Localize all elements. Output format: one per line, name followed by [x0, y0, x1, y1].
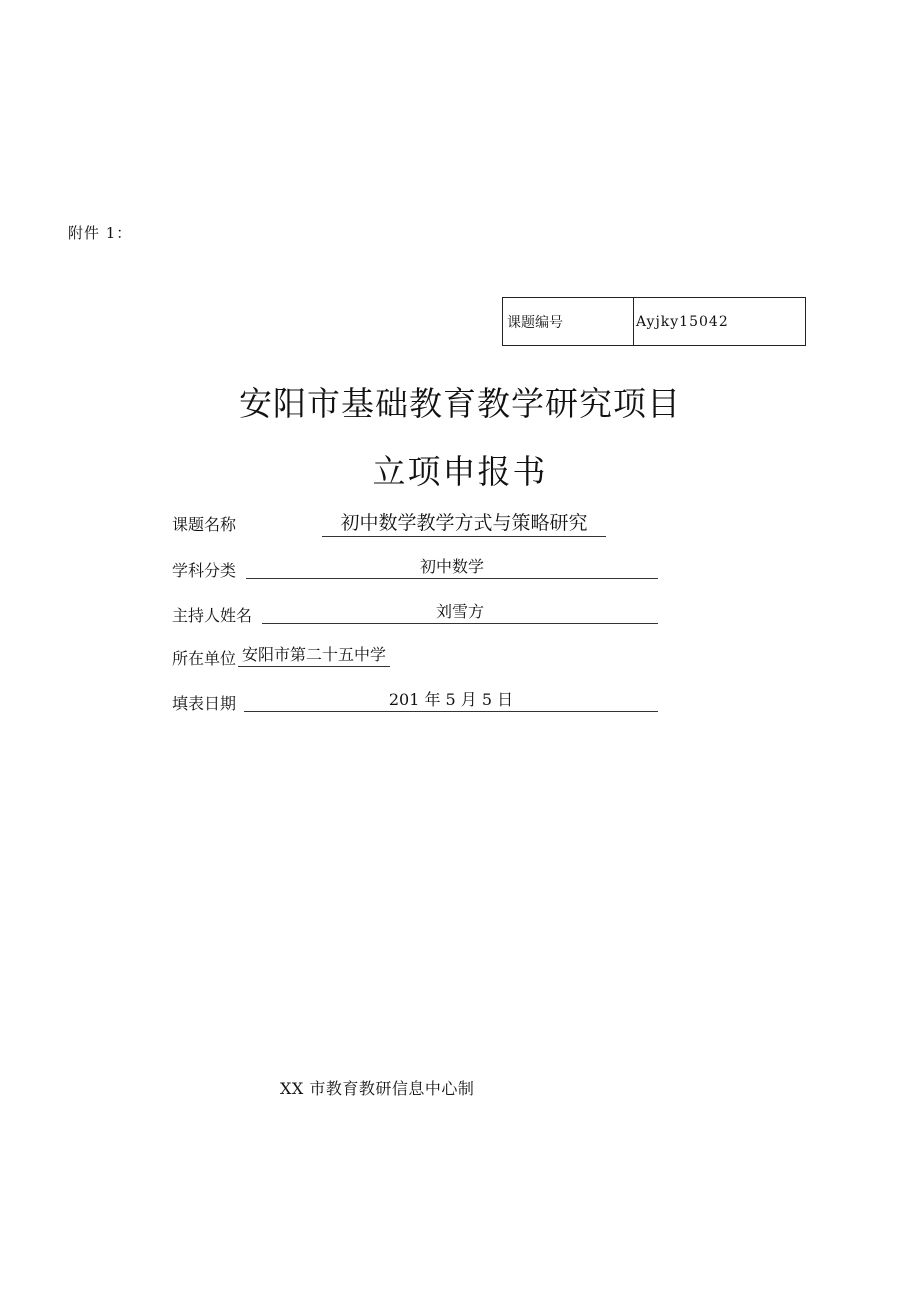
topic-name-value: 初中数学教学方式与策略研究 [322, 510, 606, 537]
issuer-footer: XX 市教育教研信息中心制 [280, 1079, 475, 1098]
topic-name-label: 课题名称 [172, 515, 237, 534]
topic-code-value: Ayjky15042 [636, 313, 729, 330]
date-label: 填表日期 [172, 694, 237, 713]
host-name-value: 刘雪方 [262, 601, 658, 624]
topic-code-box [502, 297, 806, 346]
unit-label: 所在单位 [172, 649, 237, 668]
subject-label: 学科分类 [172, 561, 237, 580]
document-title: 安阳市基础教育教学研究项目 [239, 384, 681, 423]
attachment-label: 附件 1： [68, 224, 133, 242]
host-name-label: 主持人姓名 [172, 606, 253, 625]
date-value: 201 年 5 月 5 日 [244, 689, 658, 712]
topic-code-label: 课题编号 [503, 298, 634, 345]
document-subtitle: 立项申报书 [372, 452, 548, 491]
unit-value: 安阳市第二十五中学 [238, 644, 390, 667]
subject-value: 初中数学 [246, 556, 658, 579]
